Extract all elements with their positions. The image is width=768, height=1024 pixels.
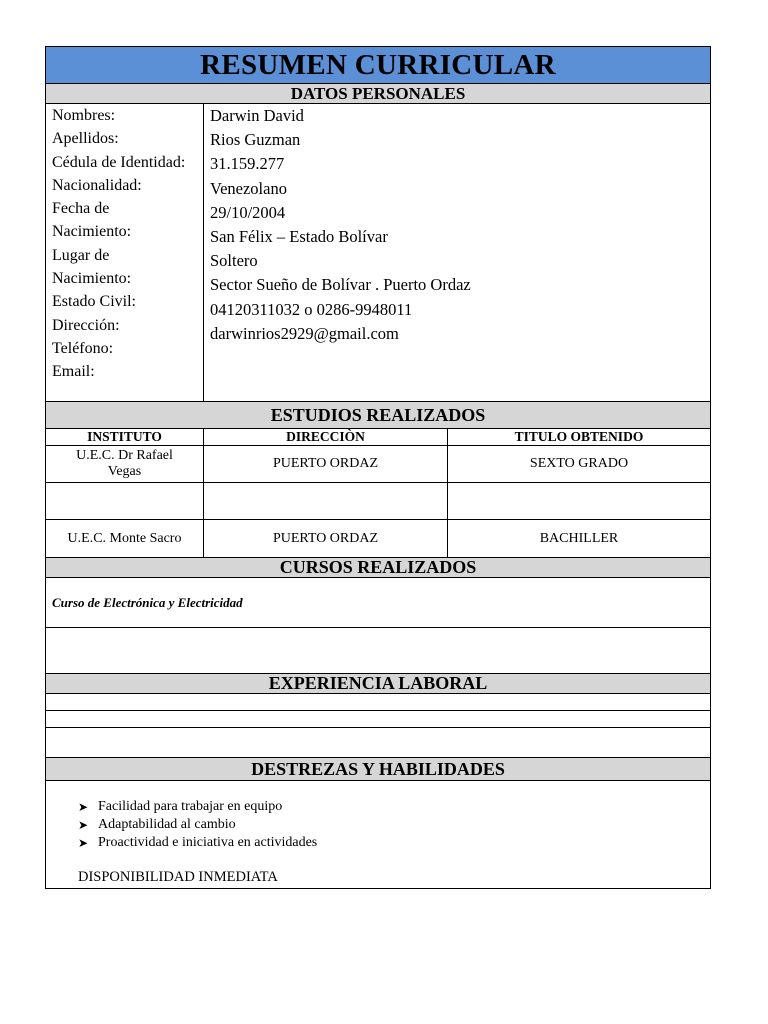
skill-text: Adaptabilidad al cambio bbox=[98, 817, 236, 832]
section-header-datos-personales bbox=[46, 84, 710, 104]
section-header-cursos bbox=[46, 558, 710, 578]
arrowhead-bullet-icon: ➤ bbox=[78, 818, 89, 832]
value-direccion: Sector Sueño de Bolívar . Puerto Ordaz bbox=[210, 275, 471, 295]
section-header-experiencia bbox=[46, 674, 710, 694]
column-header-instituto: INSTITUTO bbox=[46, 429, 204, 445]
title-bar bbox=[46, 47, 710, 84]
value-lugar-nacimiento: San Félix – Estado Bolívar bbox=[210, 227, 388, 247]
list-item bbox=[78, 834, 710, 852]
cell-titulo bbox=[448, 483, 710, 519]
personal-data-block bbox=[46, 104, 710, 402]
value-email: darwinrios2929@gmail.com bbox=[210, 323, 399, 343]
personal-values-column bbox=[204, 104, 710, 401]
section-title: EXPERIENCIA LABORAL bbox=[268, 673, 488, 693]
table-row bbox=[46, 520, 710, 558]
value-estado-civil: Soltero bbox=[210, 251, 258, 271]
cell-direccion: PUERTO ORDAZ bbox=[204, 520, 448, 557]
experiencia-empty-row bbox=[46, 694, 710, 711]
table-row bbox=[46, 483, 710, 520]
label-telefono: Teléfono: bbox=[52, 339, 114, 357]
cell-instituto: U.E.C. Monte Sacro bbox=[46, 520, 204, 557]
label-lugar-de: Lugar de bbox=[52, 246, 110, 264]
estudios-table-header bbox=[46, 429, 710, 446]
cell-titulo: SEXTO GRADO bbox=[529, 456, 629, 471]
document-title: RESUMEN CURRICULAR bbox=[200, 48, 556, 81]
label-nacionalidad: Nacionalidad: bbox=[52, 176, 142, 194]
cell-instituto: U.E.C. Dr Rafael Vegas bbox=[46, 446, 204, 482]
list-item bbox=[78, 798, 710, 816]
value-fecha-nacimiento: 29/10/2004 bbox=[210, 202, 286, 222]
column-header-direccion: DIRECCIÒN bbox=[204, 429, 448, 445]
label-email: Email: bbox=[52, 363, 95, 381]
section-title: DATOS PERSONALES bbox=[290, 83, 466, 103]
value-nombres: Darwin David bbox=[210, 106, 304, 125]
label-direccion: Dirección: bbox=[52, 316, 120, 334]
label-nacimiento-2: Nacimiento: bbox=[52, 270, 132, 288]
arrowhead-bullet-icon: ➤ bbox=[78, 836, 89, 850]
label-fecha-de: Fecha de bbox=[52, 200, 110, 218]
section-title: CURSOS REALIZADOS bbox=[279, 557, 477, 577]
experiencia-empty-row bbox=[46, 728, 710, 758]
label-estado-civil: Estado Civil: bbox=[52, 293, 136, 311]
curso-text: Curso de Electrónica y Electricidad bbox=[52, 594, 243, 610]
label-nacimiento: Nacimiento: bbox=[52, 223, 132, 241]
experiencia-empty-row bbox=[46, 711, 710, 728]
value-cedula: 31.159.277 bbox=[210, 154, 285, 174]
section-header-destrezas bbox=[46, 758, 710, 781]
personal-labels-column bbox=[46, 104, 204, 401]
cell-direccion bbox=[204, 483, 448, 519]
list-item bbox=[78, 816, 710, 834]
cell-instituto bbox=[46, 483, 204, 519]
value-telefono: 04120311032 o 0286-9948011 bbox=[210, 299, 413, 319]
label-cedula: Cédula de Identidad: bbox=[52, 153, 186, 171]
column-header-titulo: TITULO OBTENIDO bbox=[514, 429, 644, 444]
cell-direccion: PUERTO ORDAZ bbox=[204, 446, 448, 482]
skill-text: Facilidad para trabajar en equipo bbox=[98, 799, 283, 814]
cursos-empty-row bbox=[46, 628, 710, 674]
value-apellidos: Rios Guzman bbox=[210, 130, 301, 150]
destrezas-block bbox=[46, 781, 710, 888]
skills-list bbox=[78, 798, 710, 852]
section-title: ESTUDIOS REALIZADOS bbox=[270, 404, 486, 425]
label-nombres: Nombres: bbox=[52, 107, 116, 124]
curso-item bbox=[46, 578, 710, 628]
section-title: DESTREZAS Y HABILIDADES bbox=[251, 758, 505, 779]
value-nacionalidad: Venezolano bbox=[210, 178, 287, 198]
resume-document bbox=[45, 46, 711, 889]
arrowhead-bullet-icon: ➤ bbox=[78, 800, 89, 814]
table-row bbox=[46, 446, 710, 483]
disponibilidad-text: DISPONIBILIDAD INMEDIATA bbox=[78, 869, 278, 885]
label-apellidos: Apellidos: bbox=[52, 130, 119, 148]
cell-titulo: BACHILLER bbox=[539, 530, 619, 546]
section-header-estudios bbox=[46, 402, 710, 429]
skill-text: Proactividad e iniciativa en actividades bbox=[98, 835, 318, 850]
